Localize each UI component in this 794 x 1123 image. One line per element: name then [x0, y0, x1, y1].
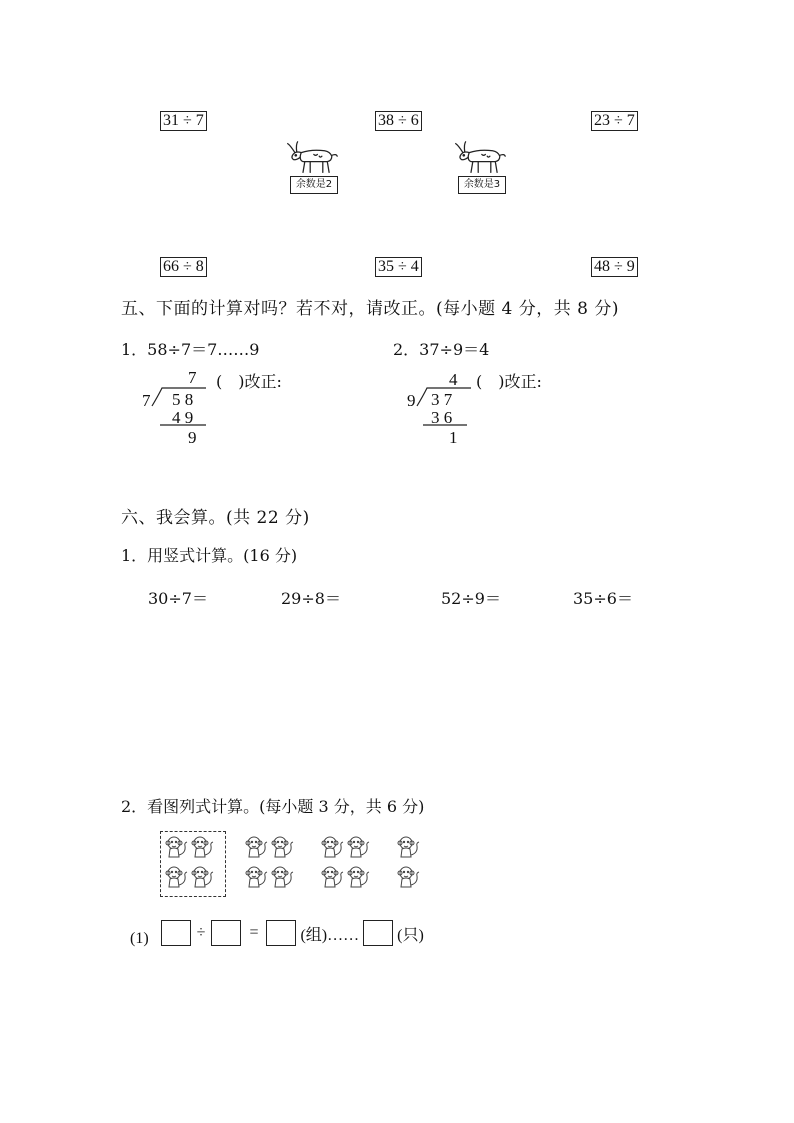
monkey-icon	[190, 835, 216, 861]
q2-quotient: 4	[449, 370, 458, 389]
q1-dividend: 5 8	[172, 390, 194, 409]
calc-problem: 35÷6＝	[573, 589, 633, 608]
calc-problem: 29÷8＝	[281, 589, 341, 608]
goat-right	[450, 140, 512, 196]
q1-prompt: 1．58÷7＝7……9	[121, 340, 260, 359]
card-38-div-6: 38 ÷ 6	[375, 111, 422, 131]
monkey-icon	[244, 835, 270, 861]
q2-dividend: 3 7	[431, 390, 453, 409]
monkey-icon	[164, 865, 190, 891]
part-1-title: 1．用竖式计算。(16 分)	[121, 546, 298, 565]
q2-long-division	[405, 368, 485, 448]
q1-remainder: 9	[188, 428, 197, 447]
monkey-icon	[346, 865, 372, 891]
equation-line	[130, 918, 424, 948]
monkey-icon	[346, 835, 372, 861]
monkey-icon	[320, 865, 346, 891]
q1-product: 4 9	[172, 408, 194, 427]
card-35-div-4: 35 ÷ 4	[375, 257, 422, 277]
unit-each: (只)	[397, 926, 424, 944]
blank-dividend[interactable]	[161, 920, 191, 946]
monkey-icon	[270, 835, 296, 861]
blank-groups[interactable]	[266, 920, 296, 946]
question-label: (1)	[130, 930, 149, 947]
monkey-icon	[320, 835, 346, 861]
monkey-picture	[160, 831, 430, 895]
blank-remainder[interactable]	[363, 920, 393, 946]
remainder-label: 余数是2	[290, 176, 338, 194]
monkey-icon	[270, 865, 296, 891]
goat-icon	[452, 140, 508, 176]
q1-quotient: 7	[188, 368, 197, 387]
section-5-heading: 五、下面的计算对吗？若不对，请改正。(每小题 4 分，共 8 分)	[121, 299, 620, 319]
q1-long-division	[140, 368, 220, 448]
q2-judge-correct[interactable]: ( )改正:	[476, 372, 542, 391]
remainder-label: 余数是3	[458, 176, 506, 194]
monkey-icon	[396, 865, 422, 891]
q1-judge-correct[interactable]: ( )改正:	[216, 372, 282, 391]
goat-icon	[284, 140, 340, 176]
blank-divisor[interactable]	[211, 920, 241, 946]
card-66-div-8: 66 ÷ 8	[160, 257, 207, 277]
q2-prompt: 2．37÷9＝4	[393, 340, 490, 359]
card-23-div-7: 23 ÷ 7	[591, 111, 638, 131]
monkey-icon	[244, 865, 270, 891]
card-31-div-7: 31 ÷ 7	[160, 111, 207, 131]
calc-problem: 52÷9＝	[441, 589, 501, 608]
section-6-heading: 六、我会算。(共 22 分)	[121, 508, 310, 528]
monkey-icon	[164, 835, 190, 861]
q2-remainder: 1	[449, 428, 458, 447]
monkey-icon	[396, 835, 422, 861]
q2-divisor: 9	[407, 391, 416, 410]
card-48-div-9: 48 ÷ 9	[591, 257, 638, 277]
q2-product: 3 6	[431, 408, 453, 427]
part-2-title: 2．看图列式计算。(每小题 3 分，共 6 分)	[121, 797, 425, 816]
goat-left	[282, 140, 344, 196]
q1-divisor: 7	[142, 391, 151, 410]
monkey-icon	[190, 865, 216, 891]
calc-problem: 30÷7＝	[148, 589, 208, 608]
unit-groups: (组)……	[300, 926, 360, 944]
equals-sign: =	[249, 924, 259, 941]
division-sign: ÷	[196, 924, 206, 941]
